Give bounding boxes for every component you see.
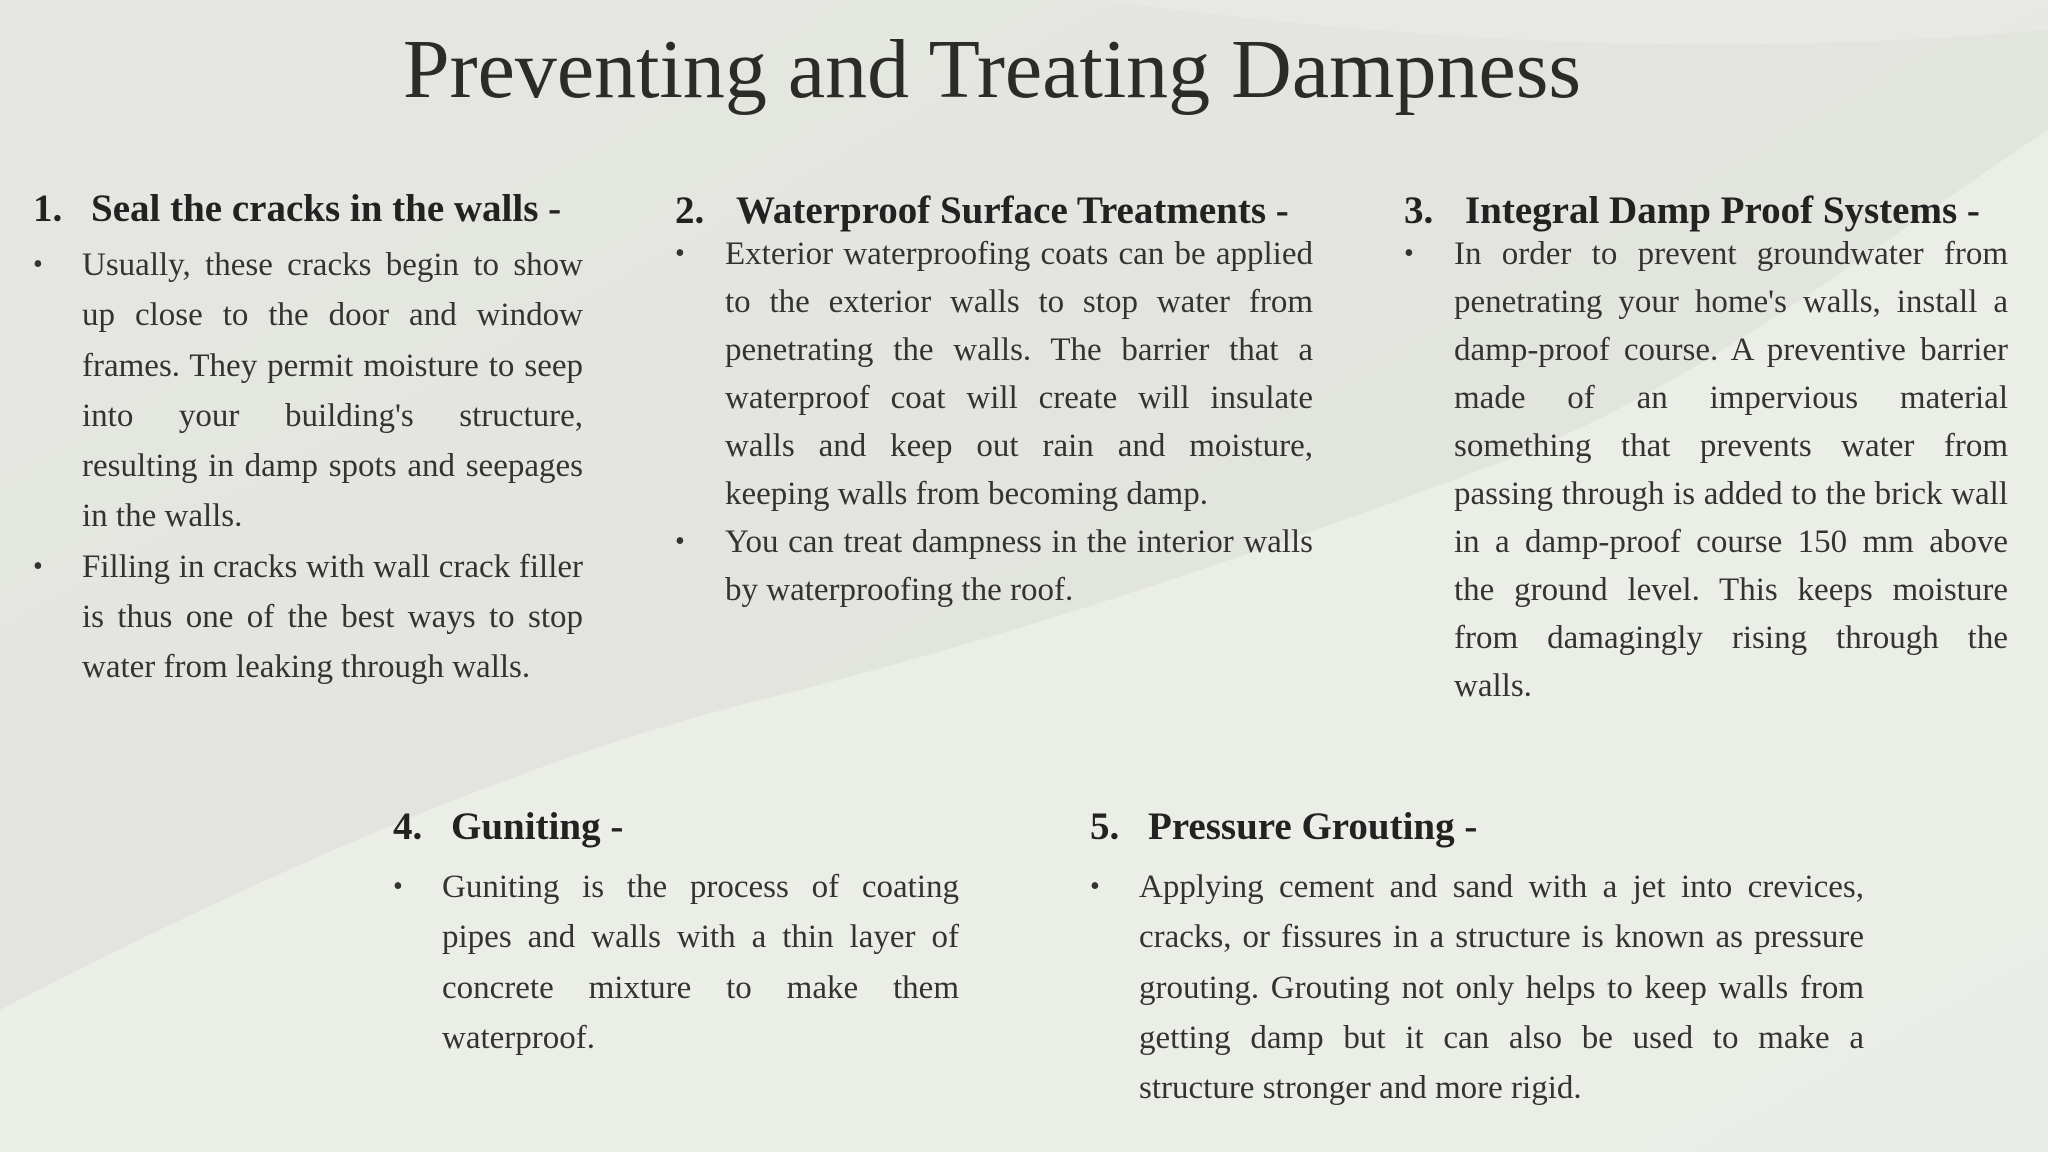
bullet-item <box>1404 230 2008 710</box>
bullet-text: Filling in cracks with wall crack filler is thus one of the best ways to stop water from leaking through walls. <box>82 548 583 686</box>
bullet-item <box>33 542 583 693</box>
bullet-list <box>33 240 583 693</box>
bullet-item <box>675 230 1313 518</box>
section-title: Integral Damp Proof Systems - <box>1465 189 1980 232</box>
section-pressure-grouting <box>1090 802 1864 1113</box>
bullet-text: You can treat dampness in the interior walls by waterproofing the roof. <box>725 524 1313 608</box>
section-seal-cracks <box>33 184 583 693</box>
section-heading <box>33 184 583 234</box>
section-guniting <box>393 802 959 1063</box>
bullet-list <box>393 862 959 1063</box>
section-title: Guniting - <box>451 805 624 848</box>
bullet-item <box>393 862 959 1063</box>
bullet-text: Applying cement and sand with a jet into crevices, cracks, or fissures in a structure is known as pressure grouting. Grouting not only helps to keep walls from getting damp but it can also be used to make a structure stronger and more rigid. <box>1139 869 1864 1107</box>
section-title: Seal the cracks in the walls - <box>91 187 562 230</box>
bullet-icon: • <box>675 526 685 557</box>
bullet-item <box>33 240 583 542</box>
bullet-list <box>675 230 1313 614</box>
section-integral-damp-proof <box>1404 186 2008 710</box>
bullet-item <box>675 518 1313 614</box>
bullet-icon: • <box>675 238 685 269</box>
bullet-item <box>1090 862 1864 1113</box>
bullet-icon: • <box>393 871 403 902</box>
bullet-list <box>1404 230 2008 710</box>
bullet-icon: • <box>33 550 43 582</box>
section-number: 4. <box>393 805 423 848</box>
bullet-icon: • <box>1090 871 1100 902</box>
bullet-icon: • <box>33 249 43 280</box>
bullet-text: Usually, these cracks begin to show up close to the door and window frames. They permit moisture to seep into your building's structure, resulting in damp spots and seepages in the walls. <box>82 247 583 535</box>
bullet-text: Guniting is the process of coating pipes and walls with a thin layer of concrete mixture to make them waterproof. <box>442 869 959 1056</box>
section-heading <box>1090 802 1864 852</box>
section-number: 1. <box>33 187 63 230</box>
bullet-icon: • <box>1404 238 1414 269</box>
section-title: Pressure Grouting - <box>1148 805 1478 848</box>
page-title: Preventing and Treating Dampness <box>402 23 1582 116</box>
bullet-list <box>1090 862 1864 1113</box>
section-heading <box>675 186 1313 236</box>
section-heading <box>1404 186 2008 236</box>
bullet-text: Exterior waterproofing coats can be applied to the exterior walls to stop water from penetrating the walls. The barrier that a waterproof coat will create will insulate walls and keep out rain and moisture, keeping walls from becoming damp. <box>725 236 1313 512</box>
section-number: 5. <box>1090 805 1120 848</box>
section-waterproof-surface <box>675 186 1313 614</box>
section-title: Waterproof Surface Treatments - <box>736 189 1289 232</box>
section-number: 2. <box>675 189 705 232</box>
section-number: 3. <box>1404 189 1434 232</box>
bullet-text: In order to prevent groundwater from penetrating your home's walls, install a damp-proof course. A preventive barrier made of an impervious material something that prevents water from passing through is added to the brick wall in a damp-proof course 150 mm above the ground level. This keeps moisture from damagingly rising through the walls. <box>1454 236 2008 704</box>
section-heading <box>393 802 959 852</box>
